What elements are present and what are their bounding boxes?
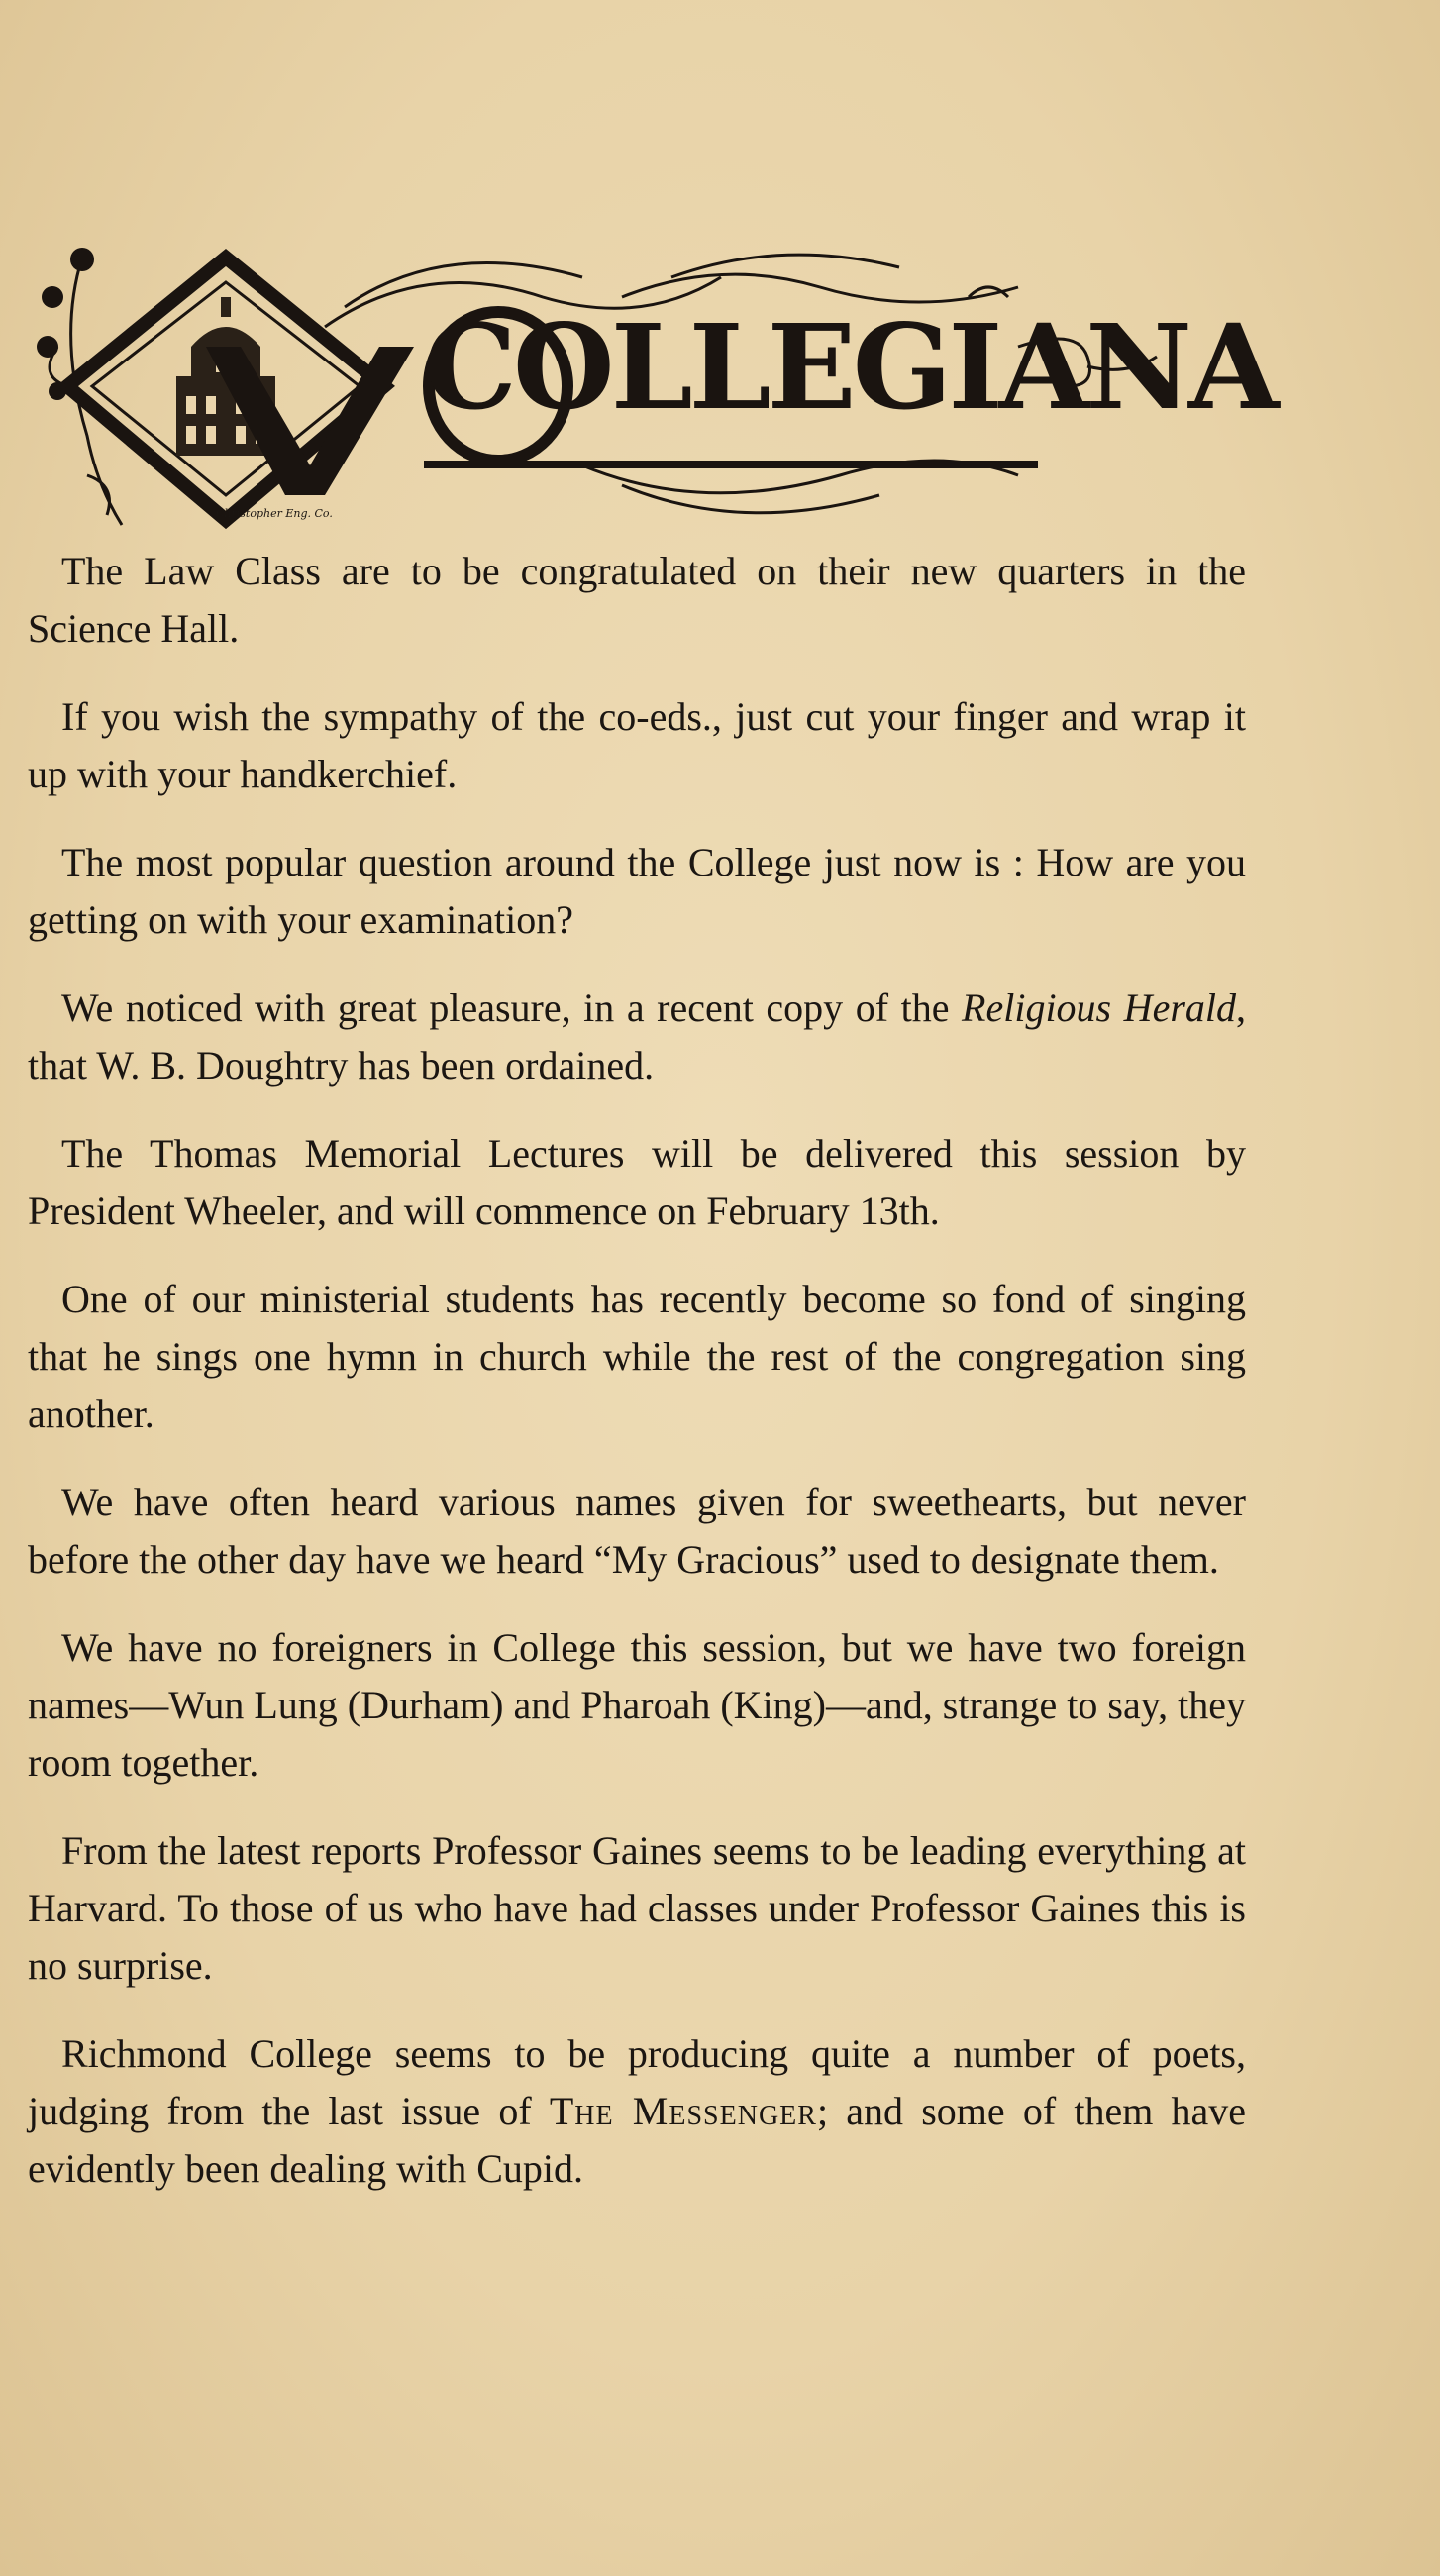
paragraph-professor-gaines: From the latest reports Professor Gaines seems to be leading everything at Harvard. To those of us who have had classes under Professor Gaines this is no surprise.: [28, 1828, 1246, 1988]
paragraph-co-eds: If you wish the sympathy of the co-eds., just cut your finger and wrap it up with your handkerchief.: [28, 694, 1246, 796]
collegiana-column: [28, 543, 1246, 2228]
paragraph-law-class: The Law Class are to be congratulated on their new quarters in the Science Hall.: [28, 549, 1246, 651]
paragraph-religious-herald-post: , that W. B. Doughtry has been ordained.: [28, 985, 1247, 1087]
religious-herald-title: Religious Herald: [962, 985, 1237, 1030]
paragraph-poets-post: ; and some of them have evidently been dealing with Cupid.: [28, 2089, 1247, 2191]
paragraph-sweethearts: We have often heard various names given for sweethearts, but never before the other day have we heard “My Gracious” used to designate them.: [28, 1480, 1246, 1582]
paragraph-ministerial-student: One of our ministerial students has recently become so fond of singing that he sings one hymn in church while the rest of the congregation sing another.: [28, 1277, 1246, 1436]
paragraph-poets: [28, 2025, 1246, 2198]
paragraph-religious-herald-pre: We noticed with great pleasure, in a recent copy of the: [61, 985, 963, 1030]
paragraph-examination: The most popular question around the College just now is : How are you getting on with your examination?: [28, 840, 1246, 942]
paragraph-religious-herald: [28, 979, 1246, 1094]
paragraph-thomas-lectures: The Thomas Memorial Lectures will be delivered this session by President Wheeler, and will commence on February 13th.: [28, 1131, 1246, 1233]
engraver-credit: Christopher Eng. Co.: [216, 507, 333, 520]
paragraph-poets-pre: Richmond College seems to be producing quite a number of poets, judging from the last issue of: [28, 2031, 1246, 2133]
messenger-title: The Messenger: [549, 2089, 817, 2133]
collegiana-title: COLLEGIANA: [424, 298, 1276, 436]
collegiana-header: [28, 238, 1276, 535]
paragraph-foreign-names: We have no foreigners in College this session, but we have two foreign names—Wun Lung (Durham) and Pharoah (King)—and, strange to say, they room together.: [28, 1625, 1246, 1785]
